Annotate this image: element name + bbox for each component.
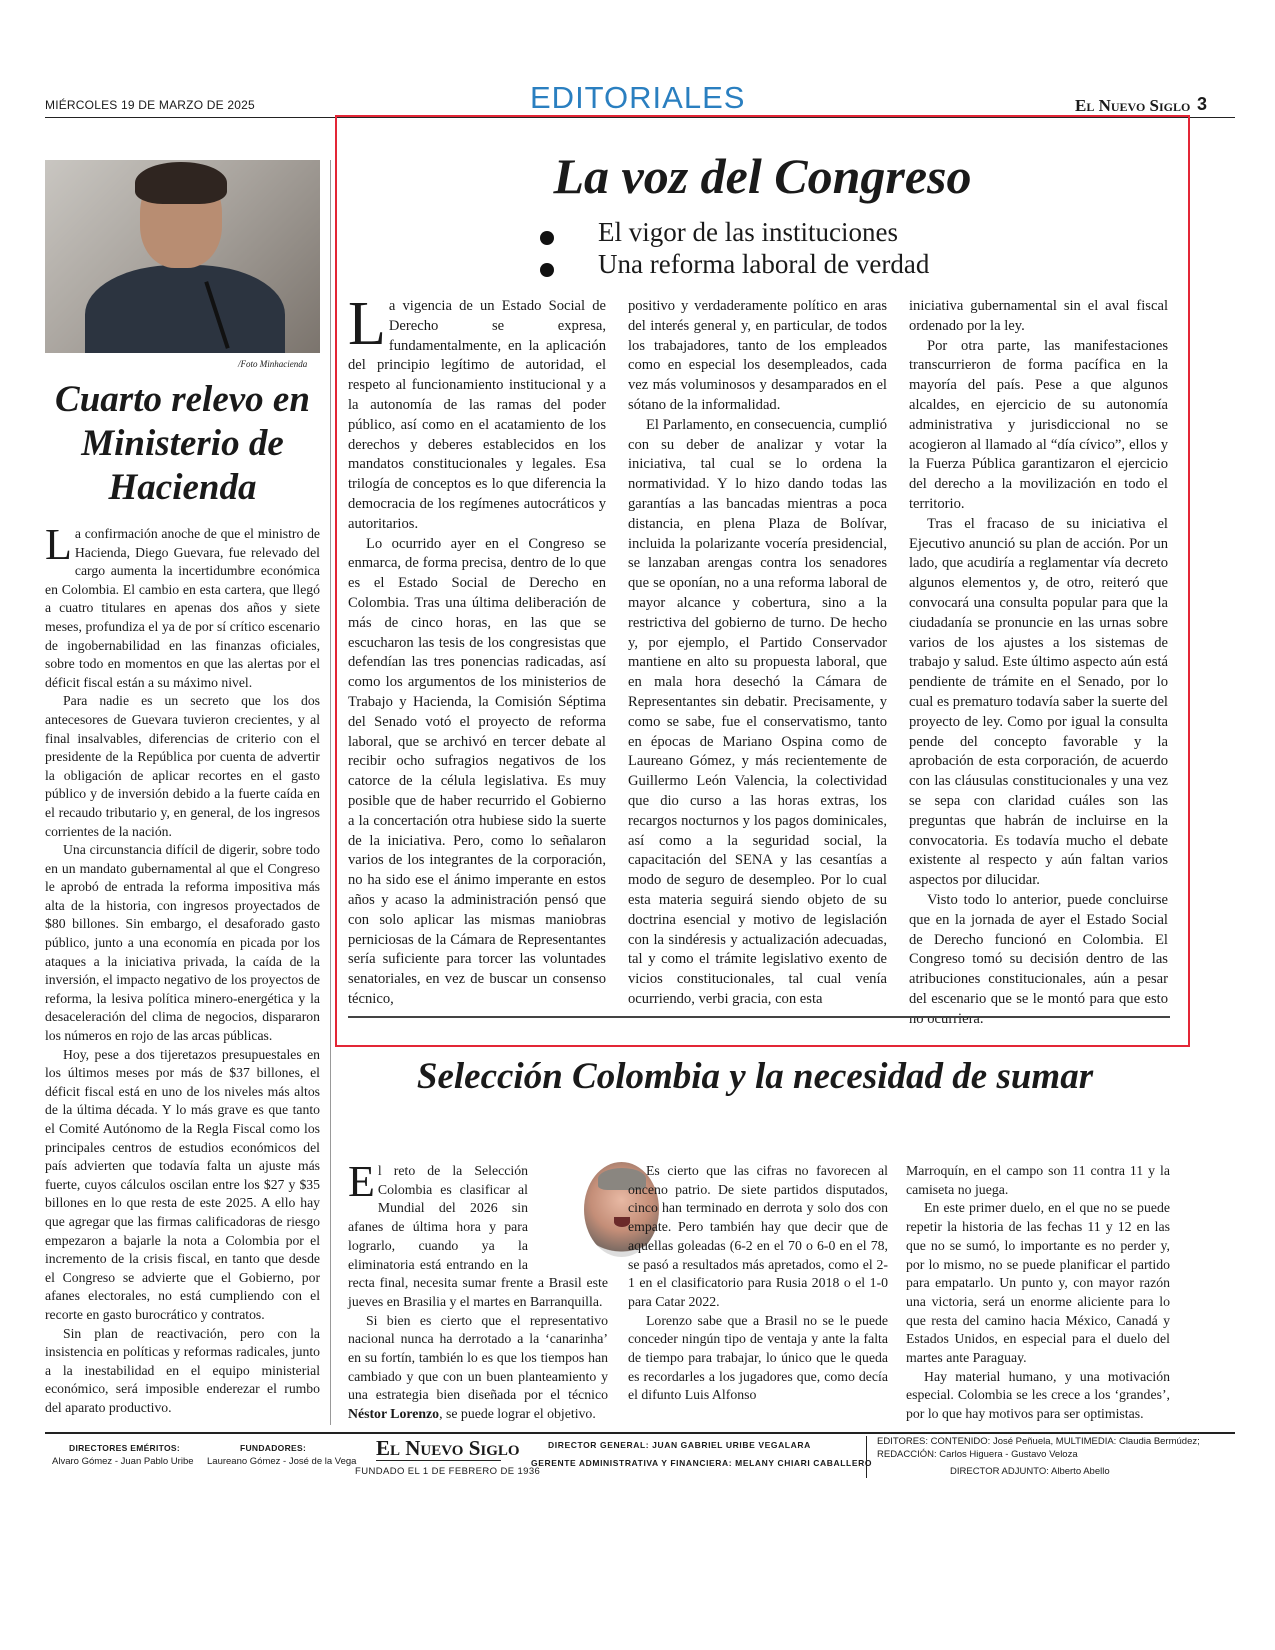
paragraph: La vigencia de un Estado Social de Derecho se expresa, fundamentalmente, en la aplicación del principio legítimo de autoridad, el respeto al funcionamiento institucional y a la autonomía de las ramas del poder público, así como en el acatamiento de los derechos y deberes establecidos en los mandatos constitucionales y legales. Esa trilogía de conceptos es lo que diferencia la democracia de los regímenes autocráticos y autoritarios. (348, 290, 606, 532)
second-editorial-column-1 (348, 1157, 608, 1424)
paragraph: Hoy, pese a dos tijeretazos presupuestales en los últimos meses por más de $37 billones, el déficit fiscal está en uno de los niveles más altos de la última década. Y lo más grave es que tanto el Comité Autónomo de la Regla Fiscal como los principales centros de estudios económicos del país advierten que todavía falta un ajuste más fuerte, cuyos cálculos oscilan entre los $27 y $35 billones en lo que resta de este 2025. A ello hay que agregar que las firmas calificadoras de riesgo empezaron a bajarle la nota a Colombia por el incremento de la crisis fiscal, en tanto que desde el Congreso se advierte que el Gobierno, por afanes electorales, no está cumpliendo con el recorte en gasto burocrático y contratos. (45, 1046, 320, 1322)
second-editorial-column-2 (628, 1162, 888, 1405)
page-number: 3 (1197, 94, 1208, 114)
paragraph: Visto todo lo anterior, puede concluirse que en la jornada de ayer el Estado Social de Derecho funcionó en Colombia. El Congreso tomó su decisión dentro de las atribuciones constitucionales, aún a pesar del escenario que se le montó para que esto no ocurriera. (909, 891, 1168, 1027)
directores-label: DIRECTORES EMÉRITOS: (69, 1443, 181, 1453)
paragraph: El Parlamento, en consecuencia, cumplió con su deber de analizar y votar la iniciativa, tal cual se lo ordena la normatividad. Y lo hizo dando todas las garantías a las bancadas mientras a poca distancia, en plena Plaza de Bolívar, incluida la polarizante vocería presidencial, se lanzaban arengas contra los senadores que se oponían, no a una reforma laboral de mayor alcance y cobertura, sino a la restrictiva del gobierno de turno. De hecho y, por ejemplo, el Partido Conservador mantiene en alto su propuesta laboral, que en mala hora desechó la Cámara de Representantes sin debatir. Precisamente, y como se sabe, fue el conservatismo, tanto en épocas de Mariano Ospina como de Laureano Gómez, y más recientemente de Guillermo León Valencia, la colectividad que dio curso a las horas extras, los recargos nocturnos y los pagos dominicales, así como a la seguridad social, la capacitación del SENA y las cesantías a modo de seguro de desempleo. Por lo cual esta materia seguirá siendo objeto de su doctrina esencial y motivo de legislación con la sindéresis y actualización adecuadas, tal y como el trámite legislativo exento de vicios constitucionales, tal cual venía ocurriendo, verbi gracia, con esta (628, 416, 887, 1007)
photo-suit (85, 265, 285, 353)
paragraph: La confirmación anoche de que el ministro de Hacienda, Diego Guevara, fue relevado del cargo aumenta la incertidumbre económica en Colombia. El cambio en esta cartera, que llegó a cuatro titulares en apenas dos años y siete meses, profundiza el ya de por sí crítico escenario de ingobernabilidad en las finanzas oficiales, sobre todo en momentos en que las alertas por el déficit fiscal están a su máximo nivel. (45, 520, 320, 690)
coach-name: Néstor Lorenzo (348, 1406, 440, 1422)
bullet-icon (540, 231, 554, 245)
directores-names: Alvaro Gómez - Juan Pablo Uribe (52, 1456, 194, 1467)
fundadores-label: FUNDADORES: (240, 1443, 307, 1453)
main-editorial-column-3 (909, 297, 1168, 1029)
photo-credit: /Foto Minhacienda (238, 359, 308, 369)
fundadores-names: Laureano Gómez - José de la Vega (207, 1456, 357, 1467)
footer-logo: El Nuevo Siglo (376, 1436, 520, 1460)
paragraph: Marroquín, en el campo son 11 contra 11 y la camiseta no juega. (906, 1163, 1170, 1197)
editorial-subtitle: Una reforma laboral de verdad (598, 249, 930, 279)
founded-date: FUNDADO EL 1 DE FEBRERO DE 1936 (355, 1466, 541, 1477)
editores-line-2: REDACCIÓN: Carlos Higuera - Gustavo Veloza (877, 1449, 1078, 1460)
paragraph: Si bien es cierto que el representativo nacional nunca ha derrotado a la ‘canarinha’ en su fortín, también lo es que los tiempos han cambiado y que con un buen planteamiento y una estrategia bien diseñada por el técnico Néstor Lorenzo, se puede lograr el objetivo. (348, 1312, 608, 1422)
drop-cap: E (348, 1157, 375, 1206)
left-article-title: Cuarto relevo en Ministerio de Hacienda (55, 379, 310, 508)
issue-date: MIÉRCOLES 19 DE MARZO DE 2025 (45, 98, 255, 112)
second-editorial-column-3 (906, 1162, 1170, 1424)
main-editorial-column-1 (348, 290, 606, 1010)
paragraph: Una circunstancia difícil de digerir, sobre todo en un mandato gubernamental al que el Congreso le aprobó de entrada la reforma impositiva más alta de la historia, con ingresos proyectados de $80 billones. Sin embargo, el desaforado gasto público, junto a una economía en picada por los ataques a la iniciativa privada, la caída de la inversión, el impacto negativo de los proyectos de reforma, la lesiva política minero-energética y la desaceleración del clima de negocios, dispararon los números en rojo de las arcas públicas. (45, 842, 320, 1044)
minister-photo (45, 160, 320, 353)
paragraph: En este primer duelo, en el que no se puede repetir la historia de las fechas 11 y 12 en las que no se sumó, lo importante es no perder y, por lo mismo, no se puede planificar el partido para empatarlo. Un punto y, con mayor razón una victoria, será un enorme aliciente para lo que resta del camino hacia México, Canadá y Estados Unidos, en especial para el duelo del martes ante Paraguay. (906, 1200, 1170, 1366)
editores-line-1: EDITORES: CONTENIDO: José Peñuela, MULTIMEDIA: Claudia Bermúdez; (877, 1436, 1200, 1447)
main-editorial-column-2 (628, 297, 887, 1010)
photo-hair (135, 162, 227, 204)
footer-logo-underline (376, 1460, 501, 1461)
gerente-administrativa: GERENTE ADMINISTRATIVA Y FINANCIERA: MELANY CHIARI CABALLERO (531, 1458, 873, 1468)
drop-cap: L (348, 290, 386, 358)
paragraph: El reto de la Selección Colombia es clasificar al Mundial del 2026 sin afanes de última hora y para lograrlo, cuando ya la eliminatoria está entrando en la recta final, necesita sumar frente a Brasil este jueves en Brasilia y el martes en Barranquilla. (348, 1157, 608, 1309)
footer-divider (866, 1436, 867, 1478)
paragraph: Es cierto que las cifras no favorecen al onceno patrio. De siete partidos disputados, cinco han terminado en derrota y solo dos con empate. Pero también hay que decir que de aquellas goleadas (6-2 en el 70 o 6-0 en el 78, se pasó a resultados más apretados, como el 2-1 en el clasificatorio para Rusia 2018 o el 1-0 para Catar 2022. (628, 1163, 888, 1309)
paragraph: Lorenzo sabe que a Brasil no se le puede conceder ningún tipo de ventaja y ante la falta de tiempo para trabajar, lo único que le queda es recordarles a los jugadores que, como decía el difunto Luis Alfonso (628, 1312, 888, 1403)
editorial-subtitle: El vigor de las instituciones (598, 217, 898, 247)
footer-rule (45, 1432, 1235, 1434)
paragraph: Por otra parte, las manifestaciones transcurrieron de forma pacífica en la mayoría del país. Pese a que algunos alcaldes, en ejercicio de su autonomía administrativa y jurisdiccional no se acogieron al llamado al “día cívico”, ellos y la Fuerza Pública garantizaron el ejercicio del derecho a la movilización en todo el territorio. (909, 337, 1168, 512)
director-adjunto: DIRECTOR ADJUNTO: Alberto Abello (950, 1466, 1110, 1477)
paragraph: Para nadie es un secreto que los dos antecesores de Guevara tuvieron crecientes, y al final insalvables, diferencias de criterio con el presidente de la República por cuenta de advertir la obligación de aplicar recortes en el gasto público y de inversión debido a la fuerte caída en el recaudo tributario y, en general, de los ingresos corrientes de la nación. (45, 693, 320, 839)
paragraph: positivo y verdaderamente político en aras del interés general y, en particular, de todos los trabajadores, tanto de los empleados como en especial los desempleados, cada vez más voluminosos y desamparados en el sótano de la informalidad. (628, 298, 887, 413)
paragraph: iniciativa gubernamental sin el aval fiscal ordenado por la ley. (909, 298, 1168, 334)
second-editorial-title: Selección Colombia y la necesidad de sumar (416, 1056, 1094, 1097)
drop-cap: L (45, 520, 72, 569)
newspaper-logo: El Nuevo Siglo (1075, 96, 1191, 115)
editorial-bottom-rule (348, 1016, 1170, 1018)
section-title: EDITORIALES (530, 80, 746, 115)
bullet-icon (540, 263, 554, 277)
column-divider (330, 160, 331, 1425)
paragraph: Hay material humano, y una motivación especial. Colombia se les crece a los ‘grandes’, por lo que hay motivos para ser optimistas. (906, 1368, 1170, 1422)
left-article-body (45, 520, 320, 1418)
paragraph: Sin plan de reactivación, pero con la insistencia en políticas y reformas radicales, junto a la inestabilidad en el equipo ministerial económico, será imposible enderezar el rumbo del aparato productivo. (45, 1325, 320, 1415)
main-editorial-title: La voz del Congreso (553, 148, 972, 204)
paragraph: Lo ocurrido ayer en el Congreso se enmarca, de forma precisa, dentro de lo que es el Estado Social de Derecho en Colombia. Tras una última deliberación de más de cinco horas, en las que se escucharon las tesis de los congresistas que defendían las tres ponencias radicadas, así como los argumentos de los ministerios de Trabajo y Hacienda, la Comisión Séptima del Senado votó el proyecto de reforma laboral, que se archivó en tercer debate al recibir ocho sufragios negativos de los catorce de la célula legislativa. Es muy posible que de haber recurrido el Gobierno a la concertación otra hubiese sido la suerte de la iniciativa. Pero, como lo señalaron varios de los integrantes de la corporación, no ha sido ese el ánimo imperante en estos años y acaso la administración pensó que con solo aplicar las mismas maniobras perniciosas de la Cámara de Representantes sería suficiente para torcer las voluntades senatoriales, en vez de buscar un consenso técnico, (348, 535, 606, 1007)
paragraph: Tras el fracaso de su iniciativa el Ejecutivo anunció su plan de acción. Por un lado, que acudiría a reglamentar vía decreto algunos elementos y, de otro, reiteró que convocará una consulta popular para que la ciudadanía se pronuncie en las urnas sobre varios de los ajustes a los sistemas de trabajo y salud. Este último aspecto aún está pendiente de trámite en el Senado, por lo cual es prematuro todavía saber la suerte del proyecto de ley. Como por igual la consulta pende del concepto favorable y la aprobación de esta corporación, de acuerdo con las cláusulas constitucionales y una vez se sepa con claridad cuáles son las preguntas que habrán de incluirse en la convocatoria. Es todavía mucho el debate existente al respecto y aún faltan varios aspectos por dilucidar. (909, 515, 1168, 889)
director-general: DIRECTOR GENERAL: JUAN GABRIEL URIBE VEGALARA (548, 1440, 811, 1450)
